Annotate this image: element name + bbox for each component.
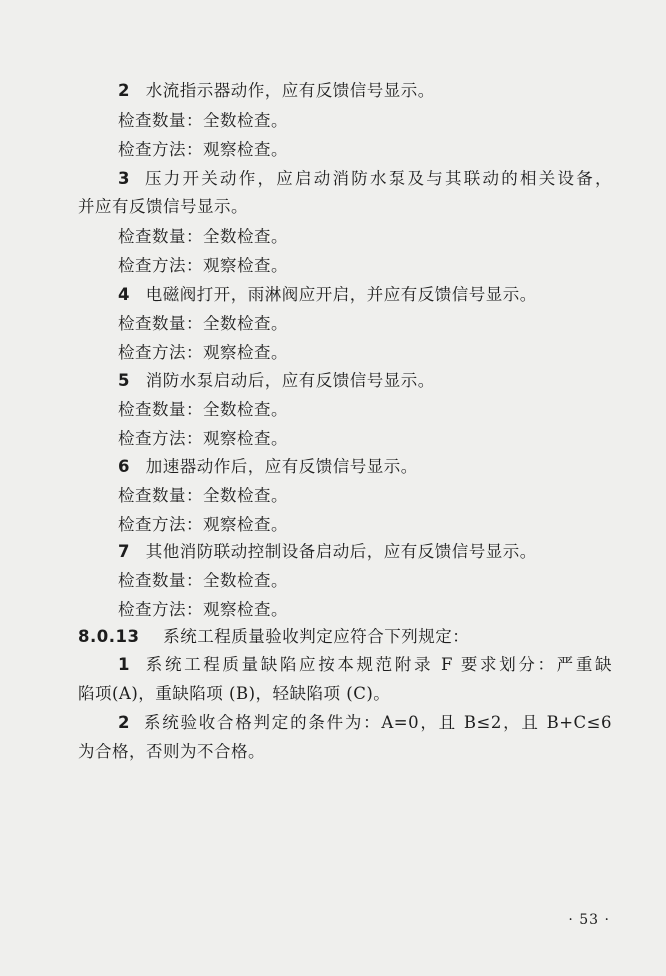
item-3-line1 — [118, 168, 612, 190]
check-method: 检查方法：观察检查。 — [118, 256, 288, 275]
clause-title: 系统工程质量验收判定应符合下列规定： — [163, 627, 470, 646]
item-4 — [118, 284, 537, 306]
check-method: 检查方法：观察检查。 — [118, 140, 288, 159]
item-number: 2 — [118, 713, 130, 732]
check-method: 检查方法：观察检查。 — [118, 429, 288, 448]
item-number: 6 — [118, 457, 130, 476]
item-3-line2: 并应有反馈信号显示。 — [78, 197, 248, 216]
item-6 — [118, 456, 418, 478]
check-quantity: 检查数量：全数检查。 — [118, 571, 288, 590]
item-text: 水流指示器动作，应有反馈信号显示。 — [145, 81, 435, 100]
item-5 — [118, 370, 435, 392]
item-text: 压力开关动作，应启动消防水泵及与其联动的相关设备， — [144, 169, 612, 188]
page-number: · 53 · — [568, 912, 610, 928]
item-text: 系统工程质量缺陷应按本规范附录 F 要求划分：严重缺 — [145, 655, 612, 674]
check-quantity: 检查数量：全数检查。 — [118, 314, 288, 333]
clause-sub2-line2: 为合格，否则为不合格。 — [78, 742, 265, 761]
item-7 — [118, 541, 537, 563]
item-number: 7 — [118, 542, 130, 561]
item-number: 2 — [118, 81, 130, 100]
item-number: 4 — [118, 285, 130, 304]
item-number: 5 — [118, 371, 130, 390]
check-method: 检查方法：观察检查。 — [118, 343, 288, 362]
check-quantity: 检查数量：全数检查。 — [118, 111, 288, 130]
check-method: 检查方法：观察检查。 — [118, 600, 288, 619]
check-quantity: 检查数量：全数检查。 — [118, 400, 288, 419]
item-number: 3 — [118, 169, 130, 188]
item-number: 1 — [118, 655, 130, 674]
item-text: 加速器动作后，应有反馈信号显示。 — [145, 457, 418, 476]
check-quantity: 检查数量：全数检查。 — [118, 486, 288, 505]
item-2 — [118, 80, 435, 102]
item-text: 其他消防联动控制设备启动后，应有反馈信号显示。 — [145, 542, 537, 561]
item-text: 电磁阀打开，雨淋阀应开启，并应有反馈信号显示。 — [145, 285, 537, 304]
check-quantity: 检查数量：全数检查。 — [118, 227, 288, 246]
clause-sub1-line2: 陷项(A)，重缺陷项 (B)，轻缺陷项 (C)。 — [78, 684, 391, 703]
clause-number: 8.0.13 — [78, 627, 140, 646]
check-method: 检查方法：观察检查。 — [118, 515, 288, 534]
clause-sub1-line1 — [118, 654, 612, 676]
clause-sub2-line1 — [118, 712, 612, 734]
item-text: 消防水泵启动后，应有反馈信号显示。 — [145, 371, 435, 390]
item-text: 系统验收合格判定的条件为：A=0，且 B≤2，且 B+C≤6 — [144, 713, 612, 732]
clause-8-0-13 — [78, 626, 469, 648]
